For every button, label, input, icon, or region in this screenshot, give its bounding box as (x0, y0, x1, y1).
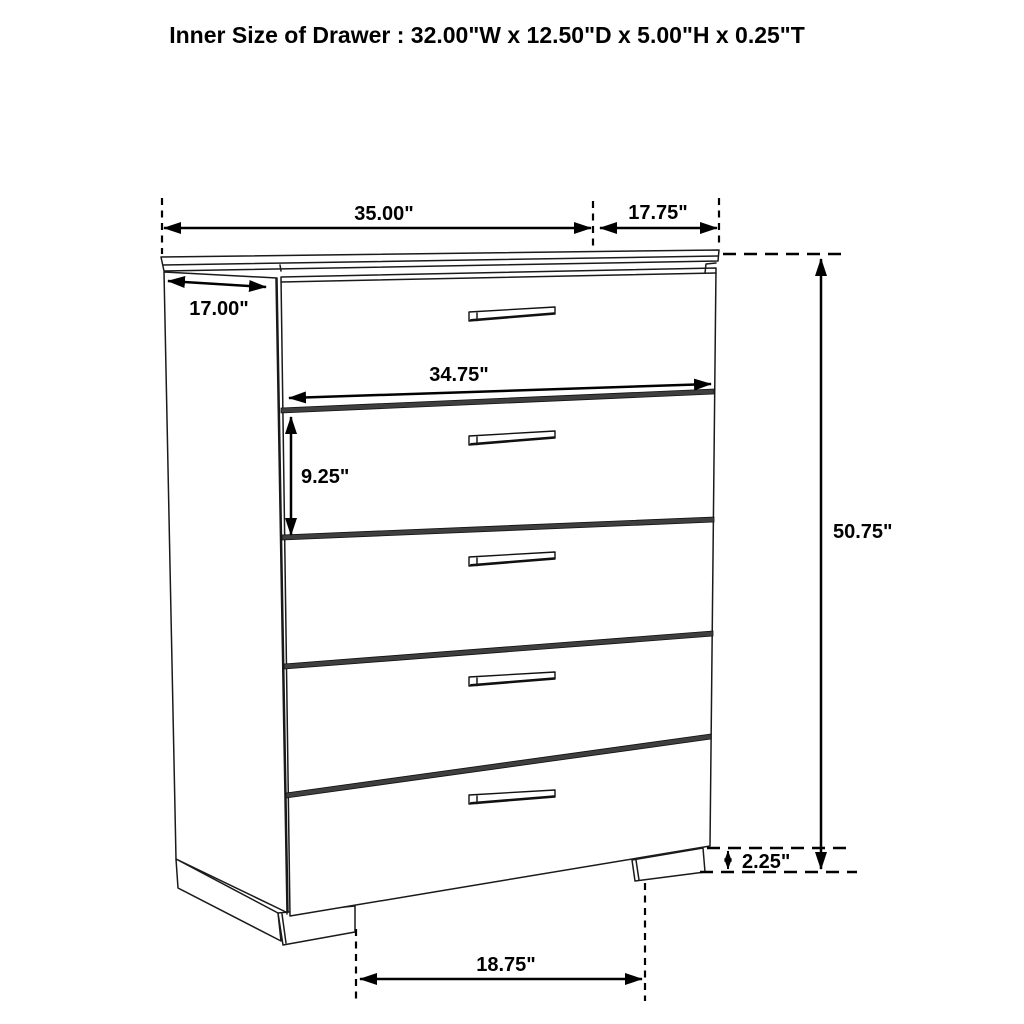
dimension-leg-gap (360, 954, 642, 979)
page-title: Inner Size of Drawer : 32.00"W x 12.50"D x 5.00"H x 0.25"T (169, 22, 805, 48)
dimension-top-width (164, 203, 591, 228)
dimension-label: 18.75" (476, 954, 536, 976)
dimension-label: 34.75" (429, 364, 489, 386)
dimension-label: 9.25" (301, 466, 350, 488)
dimension-label: 17.75" (628, 202, 688, 224)
chest-drawing (161, 250, 719, 945)
side-panel (164, 272, 288, 913)
dimension-label: 35.00" (354, 203, 414, 225)
front-face (281, 268, 716, 916)
dimension-label: 2.25" (742, 851, 791, 873)
dimension-top-side-depth (600, 202, 717, 228)
dimension-base-height (728, 851, 790, 873)
dimension-overall-height (821, 259, 893, 869)
dimension-label: 17.00" (189, 298, 249, 320)
chest-top-joint-tick (280, 265, 281, 271)
dimension-label: 50.75" (833, 521, 893, 543)
